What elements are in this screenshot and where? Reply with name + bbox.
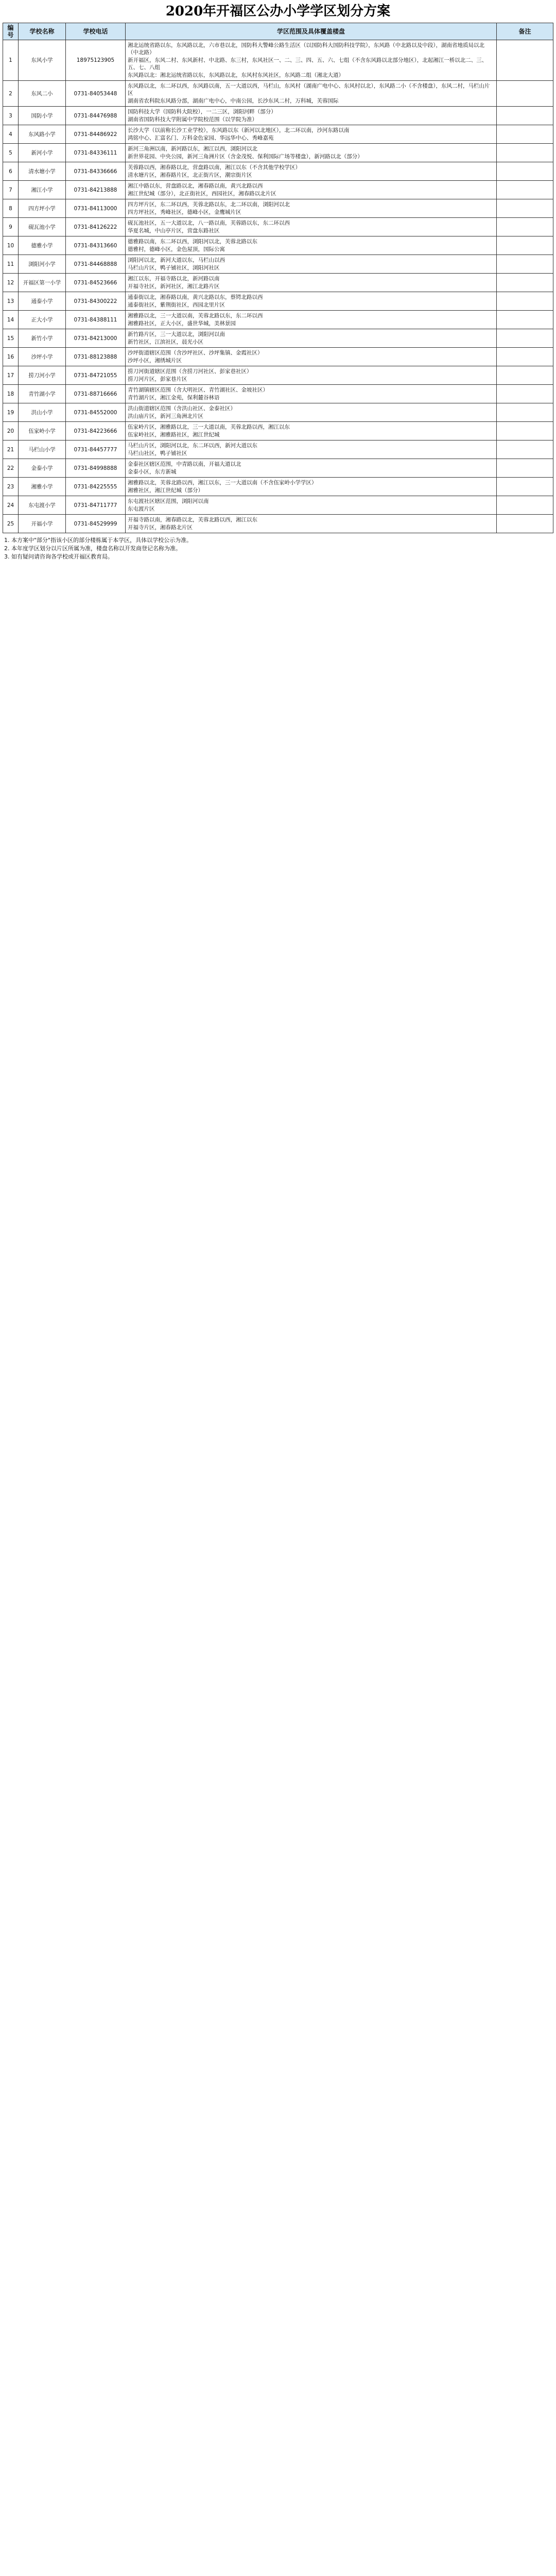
table-row	[3, 274, 553, 292]
header-number: 编号	[3, 23, 19, 40]
row-number: 3	[3, 107, 19, 125]
row-number: 10	[3, 236, 19, 255]
district-area	[126, 162, 497, 181]
header-school-phone: 学校电话	[66, 23, 126, 40]
table-row	[3, 496, 553, 515]
district-area	[126, 292, 497, 311]
district-area-line: 湘江中路以东，营盘路以北，湘春路以南，黄兴北路以西	[128, 183, 263, 189]
district-area-line: 新河三角洲以南，新河路以东，湘江以西，浏阳河以北	[128, 146, 257, 152]
table-row	[3, 440, 553, 459]
school-phone: 0731-88123888	[66, 348, 126, 366]
table-row	[3, 162, 553, 181]
row-number: 19	[3, 403, 19, 422]
district-area	[126, 422, 497, 440]
row-note	[497, 274, 553, 292]
district-area	[126, 440, 497, 459]
row-note	[497, 236, 553, 255]
school-phone: 0731-84126222	[66, 218, 126, 236]
district-area-line: 马栏山片区，鸭子铺社区，浏阳河社区	[128, 265, 220, 271]
row-note	[497, 107, 553, 125]
table-row	[3, 348, 553, 366]
district-area	[126, 496, 497, 515]
district-area-line: 德雅村，德峰小区，金色屋顶，国际公寓	[128, 246, 225, 252]
district-area-line: 金泰小区，东方新城	[128, 469, 177, 475]
table-row	[3, 329, 553, 348]
district-area-line: 东风路以北，东二环以西，东风路以南，五一大道以西，马栏山，东风村（湖南广电中心、东风村以北），东风路二小（不含楼盘），东风二村，马栏山片区	[128, 83, 490, 96]
table-row	[3, 311, 553, 329]
school-name: 通泰小学	[19, 292, 66, 311]
row-note	[497, 218, 553, 236]
district-area-line: 马栏山片区，浏阳河以北，东二环以西，新河大道以东	[128, 443, 257, 449]
school-name: 青竹湖小学	[19, 385, 66, 403]
footnote	[4, 536, 552, 561]
school-name: 开福小学	[19, 515, 66, 533]
school-phone: 0731-84213000	[66, 329, 126, 348]
row-number: 23	[3, 478, 19, 496]
school-phone: 0731-84721055	[66, 366, 126, 385]
school-phone: 0731-84998888	[66, 459, 126, 478]
district-area-line: 新竹社区，江滨社区，晨光小区	[128, 339, 203, 345]
school-phone: 0731-84529999	[66, 515, 126, 533]
district-area	[126, 329, 497, 348]
district-area-line: 四方坪片区，东二环以西，芙蓉北路以东，北二环以南，浏阳河以北	[128, 201, 290, 208]
school-name: 新竹小学	[19, 329, 66, 348]
district-area	[126, 478, 497, 496]
district-area-line: 鸿铭中心、汇富名门、万科金色家园、华远华中心、秀峰嘉苑	[128, 135, 274, 141]
school-name: 东风小学	[19, 40, 66, 81]
school-phone: 0731-84388111	[66, 311, 126, 329]
school-name: 正大小学	[19, 311, 66, 329]
row-number: 8	[3, 199, 19, 218]
table-row	[3, 236, 553, 255]
footnote-line: 3. 如有疑问请咨询各学校或开福区教育局。	[4, 553, 113, 560]
row-note	[497, 81, 553, 107]
table-row	[3, 218, 553, 236]
school-district-table	[3, 23, 553, 533]
row-number: 4	[3, 125, 19, 144]
district-area-line: 东屯渡片区	[128, 506, 155, 512]
table-row	[3, 40, 553, 81]
school-name: 东屯渡小学	[19, 496, 66, 515]
row-note	[497, 385, 553, 403]
school-name: 沙坪小学	[19, 348, 66, 366]
district-area	[126, 385, 497, 403]
table-header-row	[3, 23, 553, 40]
school-phone: 0731-84313660	[66, 236, 126, 255]
school-name: 洪山小学	[19, 403, 66, 422]
row-note	[497, 515, 553, 533]
district-area-line: 湖南省农科院东风路分部，湖南广电中心，中南公园，长沙东风二村，万科城，芙蓉国际	[128, 98, 339, 104]
district-area-line: 湖南省国防科技大学附属中学院校范围（以学院为准）	[128, 116, 257, 123]
row-number: 11	[3, 255, 19, 274]
district-area-line: 沙坪小区，湘绣城片区	[128, 358, 182, 364]
row-number: 7	[3, 181, 19, 199]
district-area-line: 新开福区，东风二村、东风新村、中北路、东三村，东风社区一、二、三、四、五、六、七组（不含东风路以北部分地区），北起湘江一桥以北二、三、五、七、八组	[128, 57, 488, 71]
district-area-line: 湘江世纪城（部分），北正街社区，西园社区，湘春路以北片区	[128, 191, 276, 197]
district-area-line: 清水塘片区，湘春路片区，北正街片区，潮宗街片区	[128, 172, 252, 178]
district-area-line: 洪山庙片区，新河三角洲北片区	[128, 413, 203, 419]
school-phone: 0731-84476988	[66, 107, 126, 125]
footnote-line: 1. 本方案中"部分"指该小区的部分楼栋属于本学区，具体以学校公示为准。	[4, 537, 193, 544]
district-area-line: 湘雅路以北，芙蓉北路以西，湘江以东，三一大道以南（不含伍家岭小学学区）	[128, 480, 317, 486]
school-phone: 0731-84213888	[66, 181, 126, 199]
district-area-line: 湘雅路社区，正大小区，盛世华城，美林景园	[128, 320, 236, 327]
district-area-line: 开福寺路以南，湘春路以北，芙蓉北路以西，湘江以东	[128, 517, 257, 523]
district-area-line: 捞刀河片区，彭家巷片区	[128, 376, 187, 382]
district-area-line: 华夏名城，中山亭片区，营盘东路社区	[128, 228, 220, 234]
row-note	[497, 162, 553, 181]
school-name: 开福区第一小学	[19, 274, 66, 292]
school-phone: 0731-84053448	[66, 81, 126, 107]
row-number: 14	[3, 311, 19, 329]
school-phone: 0731-84336111	[66, 144, 126, 162]
table-row	[3, 478, 553, 496]
school-name: 东风路小学	[19, 125, 66, 144]
district-area-line: 芙蓉路以西，湘春路以北，营盘路以南，湘江以东（不含其他学校学区）	[128, 164, 301, 171]
district-area-line: 开福寺片区，湘春路北片区	[128, 524, 193, 531]
district-area-line: 新世界花园、中央公园，新河三角洲片区（含金茂悦、保利国际广场等楼盘），新河路以北（部分）	[128, 154, 363, 160]
school-name: 国防小学	[19, 107, 66, 125]
school-phone: 0731-84113000	[66, 199, 126, 218]
district-area-line: 四方坪社区，秀峰社区，德峰小区，金鹰城片区	[128, 209, 241, 215]
district-area	[126, 274, 497, 292]
school-phone: 0731-84225555	[66, 478, 126, 496]
school-phone: 0731-84300222	[66, 292, 126, 311]
school-name: 德雅小学	[19, 236, 66, 255]
row-number: 25	[3, 515, 19, 533]
table-row	[3, 385, 553, 403]
row-number: 18	[3, 385, 19, 403]
table-row	[3, 255, 553, 274]
district-area-line: 洪山街道辖区范围（含洪山社区、金泰社区）	[128, 405, 236, 412]
row-number: 24	[3, 496, 19, 515]
district-area	[126, 515, 497, 533]
school-phone: 0731-88716666	[66, 385, 126, 403]
district-area	[126, 311, 497, 329]
district-area	[126, 255, 497, 274]
district-area-line: 东风路以北：湘北运统省路以东，东风路以北，东风村东风社区，东风路二组（湘北大道）	[128, 72, 344, 78]
table-row	[3, 107, 553, 125]
district-area	[126, 236, 497, 255]
district-area-line: 马栏山社区，鸭子铺社区	[128, 450, 187, 456]
district-area	[126, 81, 497, 107]
district-area	[126, 181, 497, 199]
district-area	[126, 144, 497, 162]
table-row	[3, 403, 553, 422]
row-number: 6	[3, 162, 19, 181]
district-area-line: 金泰社区辖区范围，中青路以南，开福大道以北	[128, 461, 241, 467]
header-school-name: 学校名称	[19, 23, 66, 40]
table-row	[3, 181, 553, 199]
row-note	[497, 181, 553, 199]
school-name: 新河小学	[19, 144, 66, 162]
row-number: 9	[3, 218, 19, 236]
school-phone: 0731-84223666	[66, 422, 126, 440]
row-note	[497, 40, 553, 81]
district-area-line: 通泰街社区，紫荆街社区，西园北里片区	[128, 302, 225, 308]
district-area	[126, 403, 497, 422]
row-number: 21	[3, 440, 19, 459]
school-phone: 0731-84336666	[66, 162, 126, 181]
header-note: 备注	[497, 23, 553, 40]
header-district-area: 学区范围及具体覆盖楼盘	[126, 23, 497, 40]
school-name: 伍家岭小学	[19, 422, 66, 440]
district-area	[126, 459, 497, 478]
school-phone: 18975123905	[66, 40, 126, 81]
footnote-line: 2. 本年度学区划分以片区所属为准，楼盘名称以开发商登记名称为准。	[4, 545, 181, 552]
table-row	[3, 199, 553, 218]
district-area	[126, 366, 497, 385]
school-name: 金泰小学	[19, 459, 66, 478]
row-number: 20	[3, 422, 19, 440]
school-phone: 0731-84552000	[66, 403, 126, 422]
school-name: 湘雅小学	[19, 478, 66, 496]
row-number: 1	[3, 40, 19, 81]
district-area-line: 湘雅路以北，三一大道以南，芙蓉北路以东，东二环以西	[128, 313, 263, 319]
row-note	[497, 348, 553, 366]
table-row	[3, 144, 553, 162]
table-row	[3, 422, 553, 440]
row-note	[497, 292, 553, 311]
district-area-line: 湘雅社区，湘江世纪城（部分）	[128, 487, 203, 494]
district-area-line: 浏阳河以北，新河大道以东，马栏山以西	[128, 257, 225, 263]
district-area	[126, 125, 497, 144]
table-body	[3, 40, 553, 533]
row-note	[497, 459, 553, 478]
district-area-line: 国防科技大学（国防科大院校），一二三区，浏阳河畔（部分）	[128, 109, 276, 115]
school-name: 捞刀河小学	[19, 366, 66, 385]
row-note	[497, 144, 553, 162]
school-name: 清水塘小学	[19, 162, 66, 181]
row-note	[497, 422, 553, 440]
school-name: 浏阳河小学	[19, 255, 66, 274]
district-area-line: 青竹湖镇辖区范围（含大明社区、青竹湖社区、金坡社区）	[128, 387, 268, 393]
row-number: 12	[3, 274, 19, 292]
district-area-line: 青竹湖片区，湘江金苑，保利麓谷林语	[128, 395, 220, 401]
row-number: 22	[3, 459, 19, 478]
row-number: 13	[3, 292, 19, 311]
table-row	[3, 459, 553, 478]
row-note	[497, 125, 553, 144]
district-area	[126, 348, 497, 366]
row-note	[497, 496, 553, 515]
row-note	[497, 255, 553, 274]
school-name: 马栏山小学	[19, 440, 66, 459]
table-row	[3, 81, 553, 107]
row-number: 15	[3, 329, 19, 348]
district-area	[126, 40, 497, 81]
school-phone: 0731-84468888	[66, 255, 126, 274]
school-name: 砚瓦池小学	[19, 218, 66, 236]
district-area-line: 伍家岭社区，湘雅路社区，湘江世纪城	[128, 432, 220, 438]
school-name: 东风二小	[19, 81, 66, 107]
page-title: 2020年开福区公办小学学区划分方案	[165, 4, 391, 19]
district-area-line: 开福寺社区，新河社区，湘江北路片区	[128, 283, 220, 290]
table-row	[3, 515, 553, 533]
row-note	[497, 366, 553, 385]
district-area-line: 伍家岭片区，湘雅路以北，三一大道以南，芙蓉北路以西，湘江以东	[128, 424, 290, 430]
school-phone: 0731-84523666	[66, 274, 126, 292]
district-area-line: 砚瓦池社区，五一大道以北，八一路以南，芙蓉路以东，东二环以西	[128, 220, 290, 226]
district-area-line: 捞刀河街道辖区范围（含捞刀河社区、彭家巷社区）	[128, 368, 252, 375]
district-area-line: 长沙大学（以前称长沙工业学校），东风路以东（新河以北地区），北二环以南，沙河东路以南	[128, 127, 350, 133]
district-area-line: 德雅路以南，东二环以西，浏阳河以北，芙蓉北路以东	[128, 239, 257, 245]
row-note	[497, 403, 553, 422]
school-name: 湘江小学	[19, 181, 66, 199]
row-number: 16	[3, 348, 19, 366]
row-number: 5	[3, 144, 19, 162]
school-phone: 0731-84457777	[66, 440, 126, 459]
district-area-line: 湘江以东，开福寺路以北，新河路以南	[128, 276, 220, 282]
row-note	[497, 311, 553, 329]
district-area	[126, 199, 497, 218]
table-row	[3, 292, 553, 311]
table-row	[3, 125, 553, 144]
row-note	[497, 478, 553, 496]
district-area-line: 通泰街以北，湘春路以南，黄兴北路以东，蔡锷北路以西	[128, 294, 263, 300]
row-note	[497, 199, 553, 218]
table-row	[3, 366, 553, 385]
district-area-line: 沙坪街道辖区范围（含沙坪社区、沙坪集镇、金霞社区）	[128, 350, 263, 356]
district-area-line: 东屯渡社区辖区范围，浏阳河以南	[128, 498, 209, 504]
row-number: 2	[3, 81, 19, 107]
district-area	[126, 107, 497, 125]
row-note	[497, 329, 553, 348]
school-phone: 0731-84486922	[66, 125, 126, 144]
district-area-line: 湘北运统省路以东，东风路以北，六市巷以北，国防科大警峰公路生活区（以国防科大国防科技学院），东风路（中北路以及中段），湖南省地质局以北（中北路）	[128, 42, 484, 56]
row-number: 17	[3, 366, 19, 385]
district-area	[126, 218, 497, 236]
district-area-line: 新竹路片区，三一大道以北，浏阳河以南	[128, 331, 225, 337]
row-note	[497, 440, 553, 459]
school-phone: 0731-84711777	[66, 496, 126, 515]
school-name: 四方坪小学	[19, 199, 66, 218]
